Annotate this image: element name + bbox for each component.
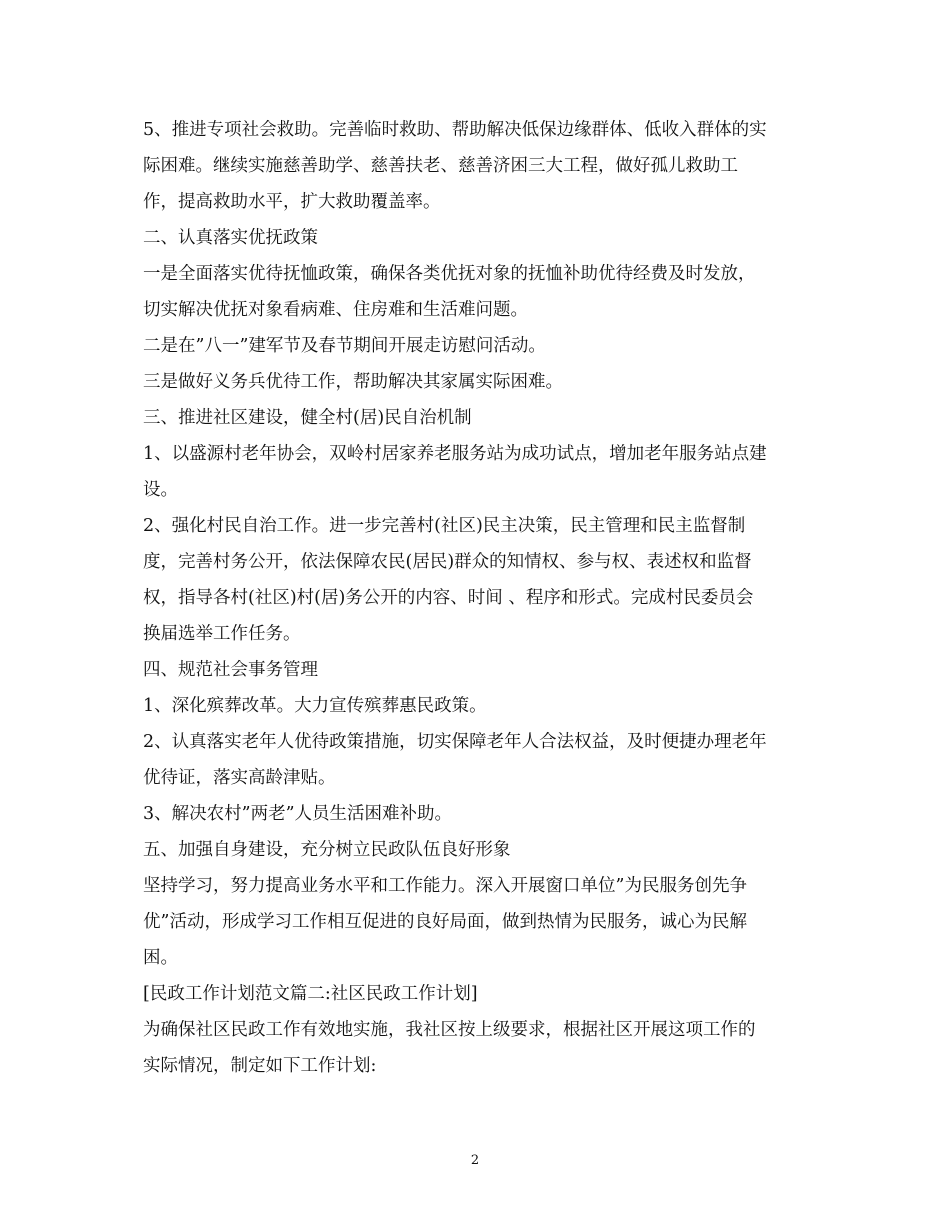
section-heading-3	[143, 400, 813, 436]
text-line: 为确保社区民政工作有效地实施，我社区按上级要求，根据社区开展这项工作的	[143, 1020, 756, 1040]
text-line: 度，完善村务公开，依法保障农民(居民)群众的知情权、参与权、表述权和监督	[143, 552, 752, 572]
paragraph-village-autonomy	[143, 508, 813, 652]
paragraph-elderly-policy	[143, 724, 813, 796]
text-line: 优”活动，形成学习工作相互促进的良好局面，做到热情为民服务，诚心为民解	[143, 912, 747, 932]
paragraph-pilot-sites	[143, 436, 813, 508]
document-body	[143, 112, 813, 1084]
text-line: 3、解决农村”两老”人员生活困难补助。	[143, 804, 453, 824]
page-number: 2	[470, 1153, 480, 1168]
text-line: 权，指导各村(社区)村(居)务公开的内容、时间 、程序和形式。完成村民委员会	[143, 588, 754, 608]
text-line: 二是在”八一”建军节及春节期间开展走访慰问活动。	[143, 336, 546, 356]
text-line: 5、推进专项社会救助。完善临时救助、帮助解决低保边缘群体、低收入群体的实	[143, 120, 767, 140]
text-line: 1、深化殡葬改革。大力宣传殡葬惠民政策。	[143, 696, 487, 716]
text-line: 1、以盛源村老年协会，双岭村居家养老服务站为成功试点，增加老年服务站点建	[143, 444, 767, 464]
text-line: 三是做好义务兵优待工作，帮助解决其家属实际困难。	[143, 372, 563, 392]
paragraph-special-assistance	[143, 112, 813, 220]
text-line: 一是全面落实优待抚恤政策，确保各类优抚对象的抚恤补助优待经费及时发放，	[143, 264, 756, 284]
subtitle-text: [民政工作计划范文篇二:社区民政工作计划]	[143, 984, 478, 1004]
text-line: 设。	[143, 480, 178, 500]
text-line: 2、强化村民自治工作。进一步完善村(社区)民主决策，民主管理和民主监督制	[143, 516, 746, 536]
heading-text: 三、推进社区建设，健全村(居)民自治机制	[143, 408, 472, 428]
text-line: 际困难。继续实施慈善助学、慈善扶老、慈善济困三大工程，做好孤儿救助工	[143, 156, 738, 176]
text-line: 困。	[143, 948, 178, 968]
article-subtitle	[143, 976, 813, 1012]
heading-text: 四、规范社会事务管理	[143, 660, 318, 680]
text-line: 2、认真落实老年人优待政策措施，切实保障老年人合法权益，及时便捷办理老年	[143, 732, 767, 752]
paragraph-funeral-reform	[143, 688, 813, 724]
paragraph-first-item	[143, 256, 813, 328]
section-heading-4	[143, 652, 813, 688]
text-line: 换届选举工作任务。	[143, 624, 301, 644]
text-line: 作，提高救助水平，扩大救助覆盖率。	[143, 192, 441, 212]
heading-text: 五、加强自身建设，充分树立民政队伍良好形象	[143, 840, 511, 860]
text-line: 实际情况，制定如下工作计划:	[143, 1056, 377, 1076]
paragraph-third-item	[143, 364, 813, 400]
text-line: 坚持学习，努力提高业务水平和工作能力。深入开展窗口单位”为民服务创先争	[143, 876, 747, 896]
text-line: 切实解决优抚对象看病难、住房难和生活难问题。	[143, 300, 528, 320]
paragraph-community-plan-intro	[143, 1012, 813, 1084]
section-heading-2	[143, 220, 813, 256]
text-line: 优待证，落实高龄津贴。	[143, 768, 336, 788]
paragraph-rural-subsidy	[143, 796, 813, 832]
section-heading-5	[143, 832, 813, 868]
paragraph-study-service	[143, 868, 813, 976]
heading-text: 二、认真落实优抚政策	[143, 228, 318, 248]
paragraph-second-item	[143, 328, 813, 364]
